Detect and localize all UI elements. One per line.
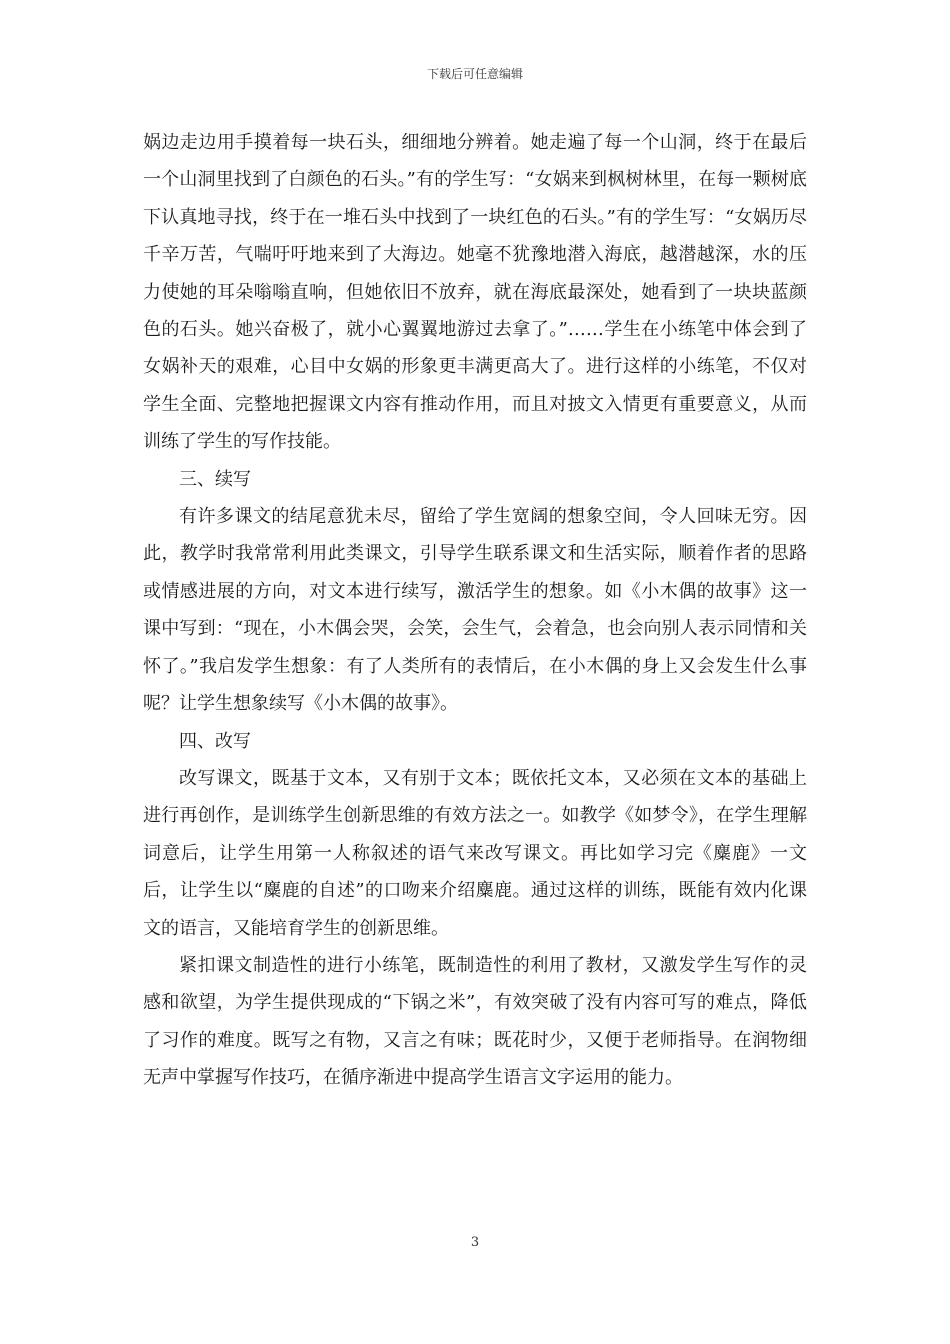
page-header: 下载后可任意编辑: [426, 67, 523, 81]
section-heading-continuation-writing: 三、续写: [179, 468, 251, 490]
paragraph-conclusion: 紧扣课文制造性的进行小练笔，既制造性的利用了教材，又激发学生写作的灵感和欲望，为学生提供现成的“下锅之米”，有效突破了没有内容可写的难点，降低了习作的难度。既写之有物，又言之有味；既花时少，又便于老师指导。在润物细无声中掌握写作技巧，在循序渐进中提高学生语言文字运用的能力。: [143, 954, 807, 1089]
paragraph-continuation: 娲边走边用手摸着每一块石头，细细地分辨着。她走遍了每一个山洞，终于在最后一个山洞里找到了白颜色的石头。”有的学生写：“女娲来到枫树林里，在每一颗树底下认真地寻找，终于在一堆石头中找到了一块红色的石头。”有的学生写：“女娲历尽千辛万苦，气喘吁吁地来到了大海边。她毫不犹豫地潜入海底，越潜越深，水的压力使她的耳朵嗡嗡直响，但她依旧不放弃，就在海底最深处，她看到了一块块蓝颜色的石头。她兴奋极了，就小心翼翼地游过去拿了。”……学生在小练笔中体会到了女娲补天的艰难，心目中女娲的形象更丰满更高大了。进行这样的小练笔，不仅对学生全面、完整地把握课文内容有推动作用，而且对披文入情更有重要意义，从而训练了学生的写作技能。: [143, 132, 807, 453]
document-body: [143, 124, 807, 1097]
paragraph-continuation-writing: 有许多课文的结尾意犹未尽，留给了学生宽阔的想象空间，令人回味无穷。因此，教学时我常常利用此类课文，引导学生联系课文和生活实际，顺着作者的思路或情感进展的方向，对文本进行续写，激活学生的想象。如《小木偶的故事》这一课中写到：“现在，小木偶会哭，会笑，会生气，会着急，也会向别人表示同情和关怀了。”我启发学生想象：有了人类所有的表情后，在小木偶的身上又会发生什么事呢？让学生想象续写《小木偶的故事》。: [143, 506, 807, 715]
section-heading-rewriting: 四、改写: [179, 730, 251, 752]
page-number: 3: [470, 1235, 480, 1250]
paragraph-rewriting: 改写课文，既基于文本，又有别于文本；既依托文本，又必须在文本的基础上进行再创作，是训练学生创新思维的有效方法之一。如教学《如梦令》，在学生理解词意后，让学生用第一人称叙述的语气来改写课文。再比如学习完《麋鹿》一文后，让学生以“麋鹿的自述”的口吻来介绍麋鹿。通过这样的训练，既能有效内化课文的语言，又能培育学生的创新思维。: [143, 767, 807, 939]
